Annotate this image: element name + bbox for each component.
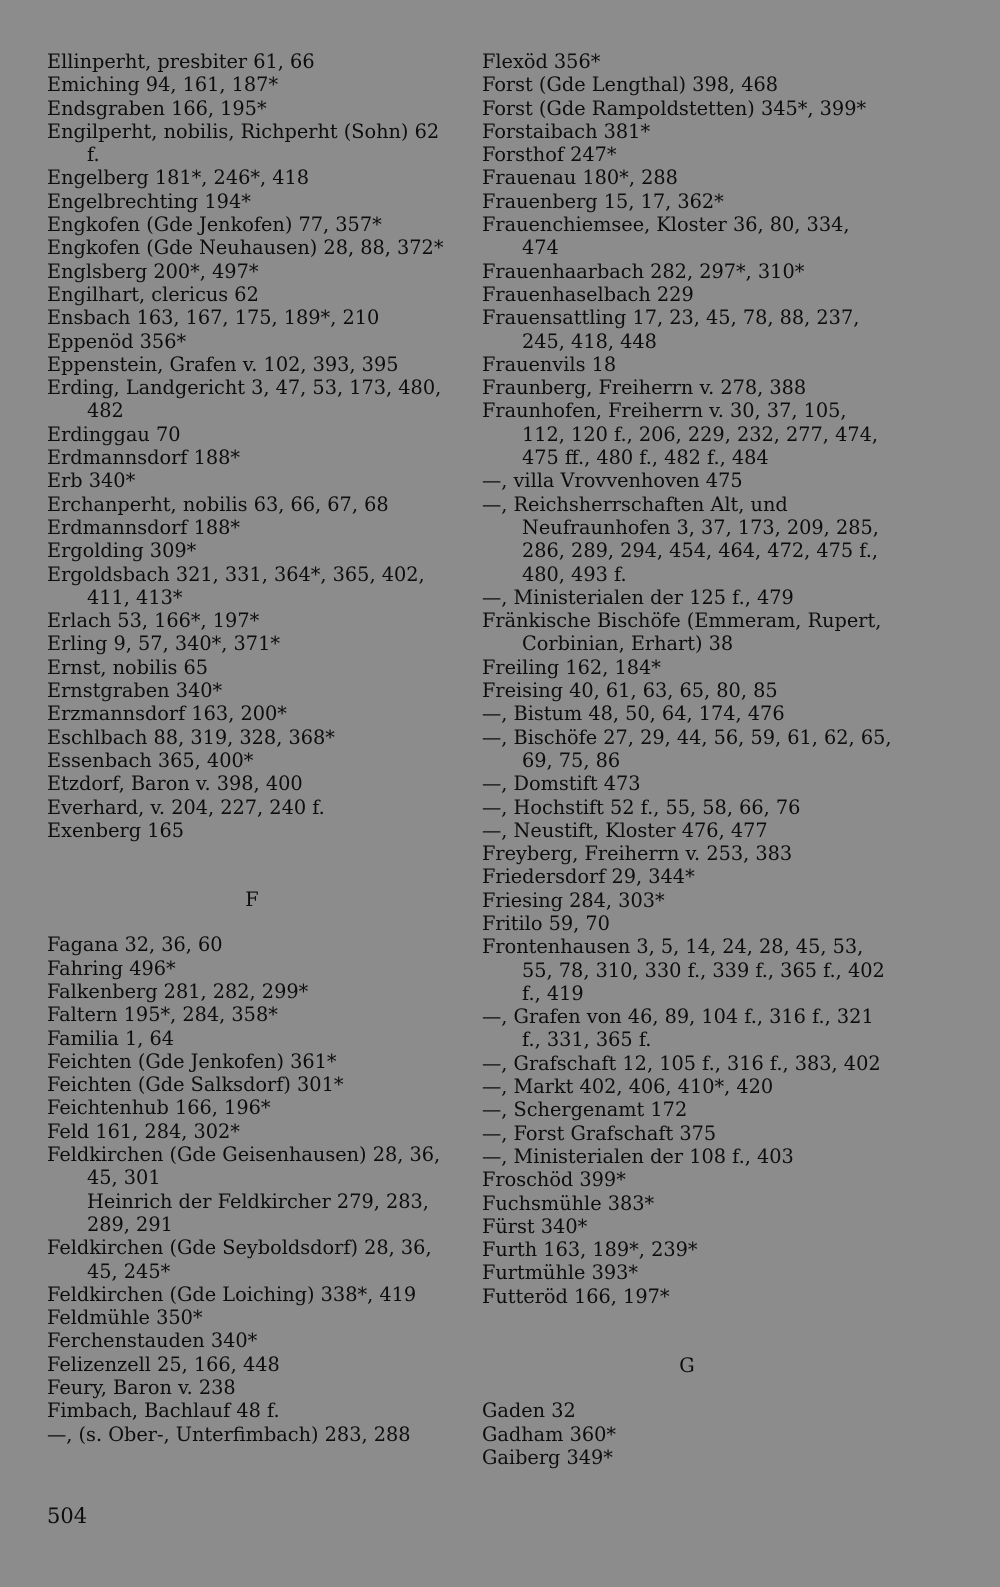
index-entry: Faltern 195*, 284, 358*	[47, 1003, 278, 1027]
index-entry: Ellinperht, presbiter 61, 66	[47, 50, 315, 73]
index-entry: —, Bistum 48, 50, 64, 174, 476	[482, 702, 785, 726]
entry-list-e	[47, 50, 457, 842]
index-entry: Erlach 53, 166*, 197*	[47, 609, 260, 633]
index-entry: —, Ministerialen der 108 f., 403	[482, 1144, 794, 1168]
index-entry: —, Grafschaft 12, 105 f., 316 f., 383, 402	[482, 1051, 881, 1075]
index-entry: Erchanperht, nobilis 63, 66, 67, 68	[47, 492, 389, 516]
index-entry: Furtmühle 393*	[482, 1261, 639, 1285]
index-entry: —, villa Vrovvenhoven 475	[482, 469, 743, 493]
index-entry: Flexöd 356*	[482, 50, 601, 73]
index-entry: Endsgraben 166, 195*	[47, 96, 267, 120]
index-entry: Engelberg 181*, 246*, 418	[47, 166, 310, 190]
index-entry: Frauenchiemsee, Kloster 36, 80, 334, 474	[482, 213, 850, 260]
index-entry: Fagana 32, 36, 60	[47, 933, 223, 957]
index-entry: —, Ministerialen der 125 f., 479	[482, 585, 794, 609]
index-entry: Forstaibach 381*	[482, 119, 651, 143]
index-entry: Fritilo 59, 70	[482, 911, 610, 935]
index-entry: Gadham 360*	[482, 1422, 617, 1446]
index-entry: Englsberg 200*, 497*	[47, 259, 259, 283]
index-entry: Fahring 496*	[47, 956, 176, 980]
entry-list-g	[482, 1399, 892, 1469]
section-gap	[47, 842, 457, 888]
entry-list-f	[47, 933, 457, 1189]
index-subentry: Heinrich der Feldkircher 279, 283, 289, 291	[87, 1189, 429, 1236]
index-entry: Engelbrechting 194*	[47, 189, 251, 213]
index-entry: Frauenhaselbach 229	[482, 282, 694, 306]
index-entry: —, Schergenamt 172	[482, 1098, 688, 1122]
index-entry: —, (s. Ober-, Unterfimbach) 283, 288	[47, 1422, 411, 1446]
index-entry: Feldkirchen (Gde Geisenhausen) 28, 36, 45, 301	[47, 1143, 441, 1190]
index-entry: —, Markt 402, 406, 410*, 420	[482, 1075, 774, 1099]
index-entry: Everhard, v. 204, 227, 240 f.	[47, 795, 325, 819]
index-entry: Freiling 162, 184*	[482, 655, 661, 679]
index-entry: Frauensattling 17, 23, 45, 78, 88, 237, 245, 418, 448	[482, 306, 860, 353]
index-entry: Engilperht, nobilis, Richperht (Sohn) 62 f.	[47, 119, 440, 167]
index-entry: Feldmühle 350*	[47, 1306, 203, 1330]
index-entry: Feichten (Gde Jenkofen) 361*	[47, 1049, 337, 1073]
index-entry: Feichten (Gde Salksdorf) 301*	[47, 1073, 344, 1097]
index-entry: Emiching 94, 161, 187*	[47, 73, 279, 97]
index-entry: Engkofen (Gde Neuhausen) 28, 88, 372*	[47, 236, 444, 260]
index-entry: Erling 9, 57, 340*, 371*	[47, 632, 280, 656]
index-entry: Eppenstein, Grafen v. 102, 393, 395	[47, 352, 399, 376]
index-entry: —, Forst Grafschaft 375	[482, 1121, 717, 1145]
index-entry: Ergoldsbach 321, 331, 364*, 365, 402, 411, 413*	[47, 562, 425, 609]
index-entry: Etzdorf, Baron v. 398, 400	[47, 772, 303, 796]
index-entry: —, Neustift, Kloster 476, 477	[482, 818, 768, 842]
index-entry: Fuchsmühle 383*	[482, 1191, 655, 1215]
index-entry: Futteröd 166, 197*	[482, 1284, 670, 1308]
index-entry: Frontenhausen 3, 5, 14, 24, 28, 45, 53, 55, 78, 310, 330 f., 339 f., 365 f., 402 f., 419	[482, 935, 885, 1005]
index-entry: Falkenberg 281, 282, 299*	[47, 979, 309, 1003]
index-entry: Forst (Gde Lengthal) 398, 468	[482, 73, 779, 97]
index-entry: —, Reichsherrschaften Alt, und Neufraunhofen 3, 37, 173, 209, 285, 286, 289, 294, 454, 464, 472, 475 f., 480, 493 f.	[482, 492, 879, 586]
index-entry: Feury, Baron v. 238	[47, 1376, 236, 1400]
index-entry: Eppenöd 356*	[47, 329, 187, 353]
index-entry: Feldkirchen (Gde Loiching) 338*, 419	[47, 1282, 417, 1306]
index-entry: Erb 340*	[47, 469, 136, 493]
index-entry: —, Domstift 473	[482, 772, 641, 796]
index-entry: Erdmannsdorf 188*	[47, 446, 241, 470]
index-entry: Frauenberg 15, 17, 362*	[482, 189, 724, 213]
index-entry: Froschöd 399*	[482, 1168, 626, 1192]
index-entry: Gaden 32	[482, 1399, 576, 1423]
index-entry: Ensbach 163, 167, 175, 189*, 210	[47, 306, 380, 330]
index-entry: Freising 40, 61, 63, 65, 80, 85	[482, 679, 778, 703]
index-entry: Erding, Landgericht 3, 47, 53, 173, 480, 482	[47, 376, 442, 423]
index-entry: Essenbach 365, 400*	[47, 748, 254, 772]
index-entry: Fraunhofen, Freiherrn v. 30, 37, 105, 112, 120 f., 206, 229, 232, 277, 474, 475 ff., 480 f., 482 f., 484	[482, 399, 878, 470]
index-entry: Furth 163, 189*, 239*	[482, 1238, 698, 1262]
index-entry: Frauenhaarbach 282, 297*, 310*	[482, 259, 805, 283]
index-entry: Friesing 284, 303*	[482, 888, 665, 912]
index-column-right	[482, 50, 892, 1469]
index-entry: Feld 161, 284, 302*	[47, 1119, 240, 1143]
index-entry: —, Hochstift 52 f., 55, 58, 66, 76	[482, 795, 801, 819]
index-entry: Felizenzell 25, 166, 448	[47, 1352, 280, 1376]
index-entry: Feichtenhub 166, 196*	[47, 1096, 271, 1120]
index-entry: Fürst 340*	[482, 1214, 588, 1238]
index-entry: Familia 1, 64	[47, 1026, 175, 1050]
section-gap	[47, 911, 457, 933]
index-entry: Eschlbach 88, 319, 328, 368*	[47, 725, 335, 749]
section-gap	[482, 1377, 892, 1399]
index-entry: Ferchenstauden 340*	[47, 1329, 258, 1353]
section-letter-f: F	[245, 888, 259, 912]
index-entry: Erzmannsdorf 163, 200*	[47, 702, 287, 726]
index-entry: Frauenvils 18	[482, 352, 617, 376]
index-entry: Forst (Gde Rampoldstetten) 345*, 399*	[482, 96, 867, 120]
index-entry: Engkofen (Gde Jenkofen) 77, 357*	[47, 213, 382, 237]
entry-list-f-right	[482, 50, 892, 1308]
section-letter-g: G	[679, 1354, 695, 1378]
section-gap	[482, 1308, 892, 1354]
index-entry: Frauenau 180*, 288	[482, 166, 678, 190]
index-entry: Friedersdorf 29, 344*	[482, 865, 695, 889]
index-entry: Erdinggau 70	[47, 422, 181, 446]
index-entry: Ernst, nobilis 65	[47, 655, 209, 679]
index-entry: Exenberg 165	[47, 818, 185, 842]
index-entry: Feldkirchen (Gde Seyboldsdorf) 28, 36, 45, 245*	[47, 1236, 432, 1283]
index-entry: Fimbach, Bachlauf 48 f.	[47, 1399, 280, 1423]
index-entry: —, Bischöfe 27, 29, 44, 56, 59, 61, 62, 65, 69, 75, 86	[482, 725, 892, 772]
index-entry: Erdmannsdorf 188*	[47, 515, 241, 539]
index-entry: Forsthof 247*	[482, 143, 617, 167]
index-column-left	[47, 50, 457, 1446]
index-entry: Engilhart, clericus 62	[47, 282, 259, 306]
index-entry: Fraunberg, Freiherrn v. 278, 388	[482, 376, 807, 400]
index-entry: Ergolding 309*	[47, 539, 197, 563]
index-entry: Fränkische Bischöfe (Emmeram, Rupert, Corbinian, Erhart) 38	[482, 609, 882, 656]
index-entry: Freyberg, Freiherrn v. 253, 383	[482, 842, 793, 866]
index-entry: —, Grafen von 46, 89, 104 f., 316 f., 321 f., 331, 365 f.	[482, 1005, 874, 1052]
entry-list-f-rest	[47, 1236, 457, 1446]
index-entry: Gaiberg 349*	[482, 1445, 613, 1469]
index-entry: Ernstgraben 340*	[47, 679, 223, 703]
page-number: 504	[47, 1504, 88, 1528]
